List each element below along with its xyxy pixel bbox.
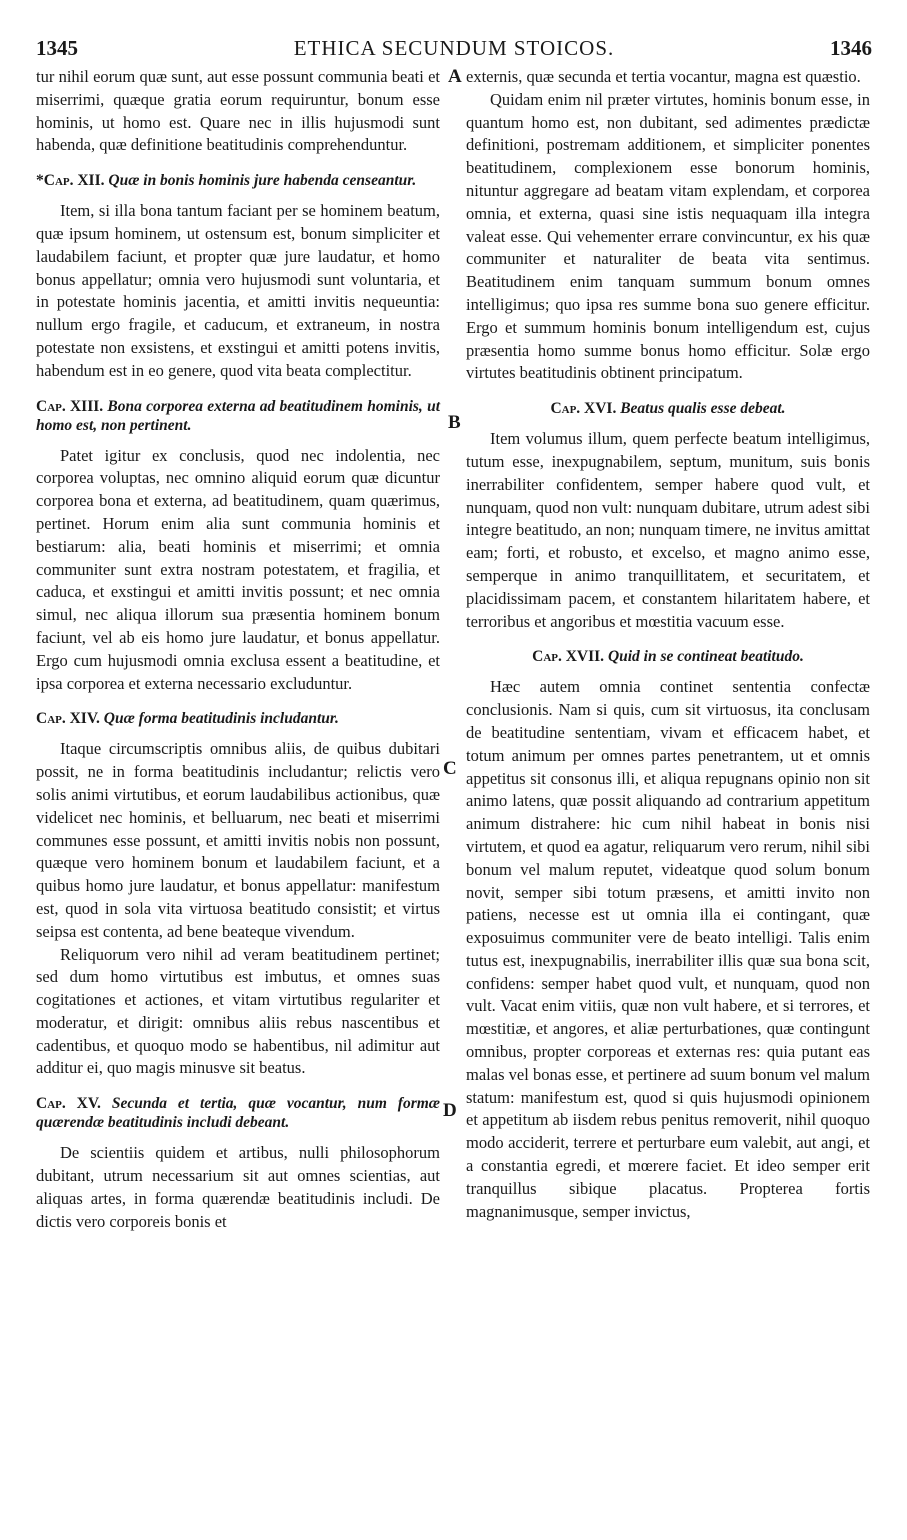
- margin-letter-b: B: [448, 412, 461, 433]
- paragraph: Itaque circumscriptis omnibus aliis, de quibus dubitari possit, ne in forma beatitudinis includantur; relictis vero solis animi virtutibus, et eorum laudabilibus actionibus, quæ videlicet nec hominis, et belluarum, nec beati et miserrimi communes esse possunt, et amitti invitis nobis non possunt, quæque vero hominem bonum et laudabilem faciunt, et a quibus homo jure laudatur, et bonus appellatur: manifestum est, quod in sola vita virtuosa beatitudo consistit; et virtus seipsa est contenta, ad bene beateque vivendum.: [36, 739, 440, 941]
- chapter-title: Beatus qualis esse debeat.: [620, 400, 786, 418]
- paragraph: Item volumus illum, quem perfecte beatum intelligimus, tutum esse, inexpugnabilem, septum, munitum, suis bonis inerrabiliter confidentem, semper habere quod vult, et nunquam, quod non vult: nunquam dubitare, utrum adest sibi integre beatitudo, an non; nunquam timere, ne invitus amittat eam; forti, et robusto, et excelso, et magno animo esse, semperque in animo tranquillitatem, et securitatem, et placidissimam pacem, et constantem hilaritatem habere, et terroribus et angoribus et mœstitia vacuum esse.: [466, 429, 870, 631]
- chapter-label: Cap. XVI.: [550, 400, 617, 418]
- chapter-heading: [36, 1094, 440, 1132]
- chapter-heading: [36, 397, 440, 435]
- chapter-title: Secunda et tertia, quæ vocantur, num formæ quærendæ beatitudinis includi debeant.: [36, 1095, 441, 1132]
- chapter-title: Quæ in bonis hominis jure habenda censeantur.: [108, 172, 417, 190]
- chapter-label: Cap. XIII.: [36, 397, 104, 415]
- left-column: [36, 66, 440, 1233]
- margin-letter-c: C: [443, 758, 457, 779]
- chapter-heading: [36, 171, 440, 190]
- page-header: [36, 36, 872, 64]
- chapter-heading: [36, 709, 440, 728]
- paragraph: De scientiis quidem et artibus, nulli philosophorum dubitant, utrum necessarium sit aut omnes scientias, aut aliquas artes, in forma quærendæ beatitudinis includi. De dictis vero corporeis bonis et: [36, 1143, 440, 1231]
- chapter-heading: [466, 399, 870, 418]
- page-number-left: 1345: [36, 36, 78, 60]
- chapter-label: Cap. XV.: [36, 1095, 101, 1113]
- chapter-heading: [466, 647, 870, 666]
- paragraph: Patet igitur ex conclusis, quod nec indolentia, nec corporea voluptas, nec omnino aliquid eorum quæ dicuntur corporea bona et externa, ad beatitudinem, quam quærimus, pertinet. Horum enim alia sunt communia hominis et bestiarum: alia, beati hominis et miserrimi; et omnia communiter sunt extra nostram potestatem, et fragilia, et caduca, et exstingui et amitti invitis possunt; et nec omnia simul, nec aliqua illorum sua præsentia hominem bonum faciunt, vel ab eis homo jure laudatur, et bonus appellatur. Ergo cum hujusmodi omnia exclusa essent a beatitudine, et ipsa corporea et externa necessario excluduntur.: [36, 445, 440, 693]
- right-column: [466, 66, 870, 1223]
- paragraph: Quidam enim nil præter virtutes, hominis bonum esse, in quantum homo est, non dubitant, sed adimentes prædictæ definitioni, postremam additionem, et simpliciter ponentes beatitudinem, complexionem esse bonorum hominis, nituntur aggregare ad beatam vitam explendam, et corporea omnia, et externa, quasi sine istis nequaquam illa integra valeat esse. Qui vehementer errare convincuntur, ex his quæ communiter et naturaliter de beata vita sentimus. Beatitudinem enim tanquam summum bonum omnes intelligimus; quo ipsa res summe bona suo genere efficitur. Ergo et summum hominis bonum intelligendum est, cujus præsentia homo summe bonus homo efficitur. Solæ ergo virtutes beatitudinis obtinent principatum.: [466, 89, 870, 383]
- running-title: ETHICA SECUNDUM STOICOS.: [293, 36, 615, 60]
- page-number-right: 1346: [830, 36, 872, 60]
- chapter-title: Quid in se contineat beatitudo.: [607, 648, 804, 666]
- chapter-title: Quæ forma beatitudinis includantur.: [103, 710, 339, 728]
- paragraph: Hæc autem omnia continet sententia confectæ conclusionis. Nam si quis, cum sit virtuosus, ita conclusam de beatitudine sententiam, vivam et efficacem habet, et totum animum per omnes partes penetrantem, ut et omnis appetitus sit consonus illi, et aliqua repugnans opinio non sit animo latens, quæ possit aliquando ad contrarium appetitum animum distrahere: hic cum nihil habeat in bonis nisi virtutem, et quod ea agatur, reliquarum vero rerum, nihil sibi bonum vel malum reputet, videatque quod solum bonum novit, semper sibi totum præsens, et amitti invito non patiens, necesse est ut omnia illa ei contingant, quæ exposuimus communiter vere de beato intelligi. Talis enim tutus est, inexpugnabilis, inerrabiliter illis quæ sua bona scit, confidens: semper habet quod vult, et nunquam, quod non vult. Vacat enim vitiis, quæ non vult habere, et si terrores, et mœstitiæ, et angores, et aliæ perturbationes, quæ contingunt omnibus, propter corporeas et externas res: quia putant eas malas vel bonas esse, et pertinere ad suum bonum vel malum statum: manifestum est, quod si quis hujusmodi opinionem et appetitum ab iisdem rebus penitus removerit, nihil quoquo modo acciderit, terrere et perturbare eum valebit, aut angi, et a constantia egredi, et mœrere faciet. Et ideo semper erit tranquillus sibique placatus. Propterea fortis magnanimusque, semper invictus,: [466, 677, 870, 1221]
- chapter-label: *Cap. XII.: [36, 172, 105, 190]
- margin-letter-a: A: [448, 66, 462, 87]
- paragraph: Reliquorum vero nihil ad veram beatitudinem pertinet; sed dum homo virtutibus est imbutus, et omnes suas cogitationes et actiones, et vitam virtutibus regulariter et moderatur, et dirigit: omnibus aliis rebus nascentibus et cadentibus, et quoquo modo se habentibus, nil adimitur aut additur ei, quo magis minusve sit beatus.: [36, 944, 440, 1078]
- margin-letter-d: D: [443, 1100, 457, 1121]
- paragraph: externis, quæ secunda et tertia vocantur, magna est quæstio.: [466, 67, 861, 86]
- chapter-label: Cap. XVII.: [532, 648, 605, 666]
- chapter-title: Bona corporea externa ad beatitudinem hominis, ut homo est, non pertinent.: [36, 397, 440, 434]
- paragraph: Item, si illa bona tantum faciant per se hominem beatum, quæ ipsum hominem, ut ostensum est, bonum simpliciter et laudabilem faciunt, et propter quæ jure laudatur, et homo bonus appellatur; omnia vero hujusmodi sunt voluntaria, et in potestate hominis jacentia, et amitti invitis nequeuntia: nullum ergo fragile, et caducum, et extraneum, in nostra potestate non exsistens, et exstingui et amitti potens invitis, habendum est in eo genere, quod vita beata complectitur.: [36, 201, 440, 380]
- paragraph: tur nihil eorum quæ sunt, aut esse possunt communia beati et miserrimi, quæque gratia eorum requiruntur, bonum esse hominis, ut homo est. Quare nec in illis hujusmodi sunt habenda, quæ definitione beatitudinis comprehenduntur.: [36, 67, 440, 155]
- chapter-label: Cap. XIV.: [36, 710, 100, 728]
